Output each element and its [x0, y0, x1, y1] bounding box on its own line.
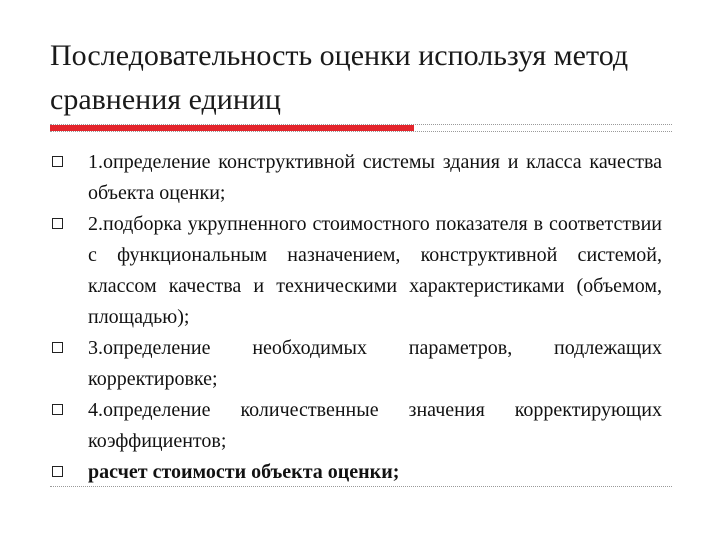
- slide-title: Последовательность оценки используя метод сравнения единиц: [50, 39, 629, 116]
- list-item: [88, 147, 662, 209]
- title-divider-bottom: [50, 131, 672, 132]
- bottom-divider: [50, 486, 672, 487]
- list-item-text: расчет стоимости объекта оценки;: [88, 461, 400, 483]
- hollow-square-icon: [52, 342, 63, 353]
- list-item: [88, 333, 662, 395]
- hollow-square-icon: [52, 466, 63, 477]
- list-item-text: 4.определение количественные значения корректирующих коэффициентов;: [88, 399, 662, 452]
- list-item: [88, 457, 662, 488]
- hollow-square-icon: [52, 218, 63, 229]
- list-item: [88, 209, 662, 333]
- bullet-list: [88, 147, 662, 488]
- list-item: [88, 395, 662, 457]
- list-item-text: 3.определение необходимых параметров, подлежащих корректировке;: [88, 337, 662, 390]
- hollow-square-icon: [52, 156, 63, 167]
- list-item-text: 2.подборка укрупненного стоимостного показателя в соответствии с функциональным назначением, конструктивной системой, классом качества и техническими характеристиками (объемом, площадью);: [88, 213, 662, 328]
- list-item-text: 1.определение конструктивной системы здания и класса качества объекта оценки;: [88, 151, 662, 204]
- hollow-square-icon: [52, 404, 63, 415]
